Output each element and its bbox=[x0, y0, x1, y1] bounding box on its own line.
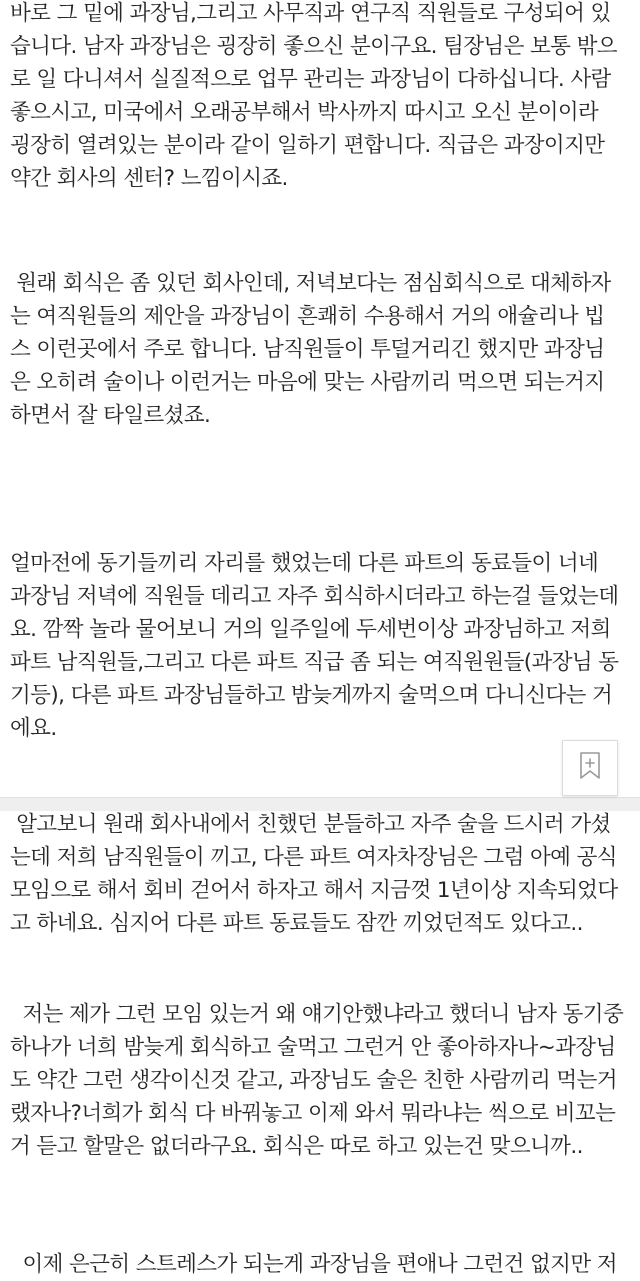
article-paragraph: 바로 그 밑에 과장님,그리고 사무직과 연구직 직원들로 구성되어 있 습니다. 남자 과장님은 굉장히 좋으신 분이구요. 팀장님은 보통 밖으 로 일 다니셔서 실질적으로 업무 관리는 과장님이 다하십니다. 사람 좋으시고, 미국에서 오래공부해서 박사까지 따시고 오신 분이이라 굉장히 열려있는 분이라 같이 일하기 편합니다. 직급은 과장이지만 약간 회사의 센터? 느낌이시죠. bbox=[10, 1, 617, 191]
bookmark-button[interactable] bbox=[562, 740, 618, 796]
article-paragraph: 얼마전에 동기들끼리 자리를 했었는데 다른 파트의 동료들이 너네 과장님 저녁에 직원들 데리고 자주 회식하시더라고 하는걸 들었는데 요. 깜짝 놀라 물어보니 거의 일주일에 두세번이상 과장님하고 저희 파트 남직원들,그리고 다른 파트 직급 좀 되는 여직원원들(과장님 동 기등), 다른 파트 과장님들하고 밤늦게까지 술먹으며 다니신다는 거 에요. bbox=[10, 551, 619, 741]
bookmark-add-icon bbox=[579, 751, 601, 785]
article-paragraph: 이제 은근히 스트레스가 되는게 과장님을 편애나 그런건 없지만 저 bbox=[10, 1252, 617, 1277]
article-paragraph: 알고보니 원래 회사내에서 친했던 분들하고 자주 술을 드시러 가셨 는데 저희 남직원들이 끼고, 다른 파트 여자차장님은 그럼 아예 공식 모임으로 해서 회비 걷어서 하자고 해서 지금껏 1년이상 지속되었다 고 하네요. 심지어 다른 파트 동료들도 잠깐 끼었던적도 있다고.. bbox=[10, 812, 618, 936]
article-panel-bottom bbox=[0, 811, 640, 1280]
article-paragraph: 원래 회식은 좀 있던 회사인데, 저녁보다는 점심회식으로 대체하자 는 여직원들의 제안을 과장님이 흔쾌히 수용해서 거의 애슐리나 빕 스 이런곳에서 주로 합니다. 남직원들이 투덜거리긴 했지만 과장님 은 오히려 술이나 이런거는 마음에 맞는 사람끼리 먹으면 되는거지 하면서 잘 타일르셨죠. bbox=[10, 271, 611, 428]
article-paragraph: 저는 제가 그런 모임 있는거 왜 얘기안했냐라고 했더니 남자 동기중 하나가 너희 밤늦게 회식하고 술먹고 그런거 안 좋아하자나~과장님 도 약간 그런 생각이신것 같고, 과장님도 술은 친한 사람끼리 먹는거 랬자나?너희가 회식 다 바꿔놓고 이제 와서 뭐라냐는 씩으로 비꼬는 거 듣고 할말은 없더라구요. 회식은 따로 하고 있는건 맞으니까.. bbox=[10, 1002, 624, 1159]
